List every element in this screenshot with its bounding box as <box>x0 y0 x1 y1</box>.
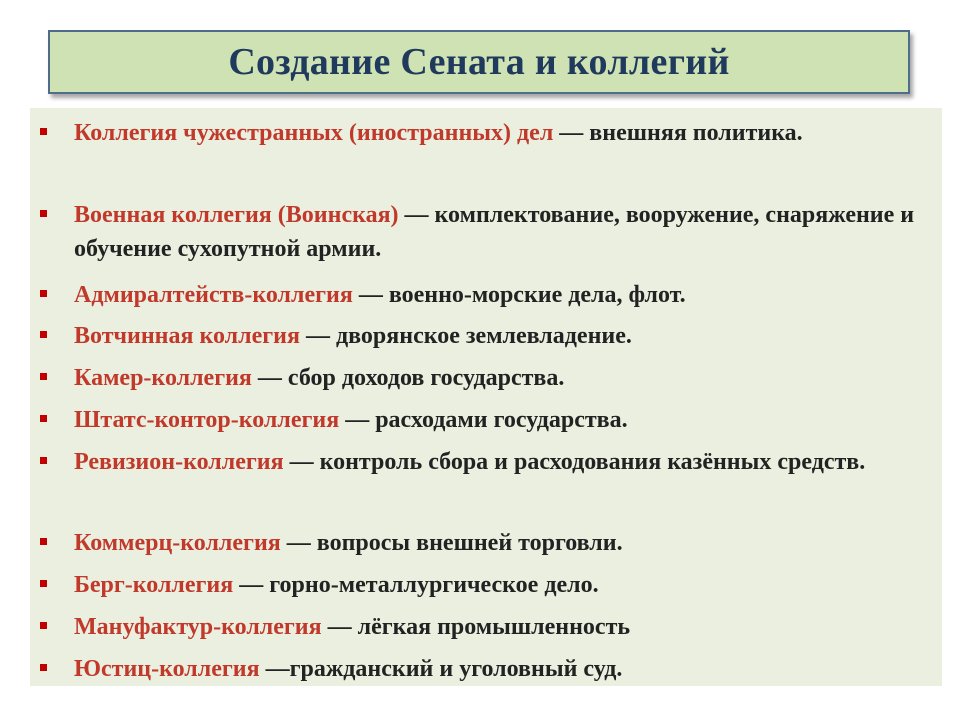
list-item <box>74 198 924 266</box>
collegium-name: Ревизион-коллегия <box>74 449 284 475</box>
collegium-name: Адмиралтейств-коллегия <box>74 282 353 308</box>
collegium-description: —гражданский и уголовный суд. <box>259 656 623 682</box>
bullet-icon <box>40 457 47 464</box>
content-box <box>30 108 942 686</box>
collegium-name: Коллегия чужестранных (иностранных) дел <box>74 120 554 146</box>
collegium-name: Коммерц-коллегия <box>74 530 281 556</box>
collegium-description: — контроль сбора и расходования казённых средств. <box>283 449 866 475</box>
list-item <box>74 403 924 437</box>
list-item <box>74 610 924 644</box>
collegium-name: Юстиц-коллегия <box>74 656 260 682</box>
list-item <box>74 568 924 602</box>
list-item <box>74 445 924 479</box>
list-item <box>74 652 924 686</box>
list-item <box>74 319 924 353</box>
collegium-name: Штатс-контор-коллегия <box>74 407 340 433</box>
collegium-description: — дворянское землевладение. <box>299 323 632 349</box>
collegium-name: Военная коллегия (Воинская) <box>74 202 399 228</box>
collegium-description: — внешняя политика. <box>553 120 803 146</box>
bullet-icon <box>40 664 47 671</box>
collegium-description: — горно-металлургическое дело. <box>233 572 599 598</box>
bullet-icon <box>40 373 47 380</box>
bullet-icon <box>40 128 47 135</box>
slide-title: Создание Сената и коллегий <box>228 41 730 83</box>
collegium-description: — расходами государства. <box>339 407 628 433</box>
collegium-name: Камер-коллегия <box>74 365 252 391</box>
bullet-icon <box>40 331 47 338</box>
collegium-name: Берг-коллегия <box>74 572 234 598</box>
title-box <box>48 30 910 94</box>
bullet-icon <box>40 290 47 297</box>
bullet-icon <box>40 210 47 217</box>
collegium-name: Мануфактур-коллегия <box>74 614 322 640</box>
collegium-description: — комплектование, вооружение, снаряжение и обучение сухопутной армии. <box>74 202 915 262</box>
collegium-name: Вотчинная коллегия <box>74 323 300 349</box>
list-item <box>74 526 924 560</box>
bullet-icon <box>40 538 47 545</box>
collegium-description: — вопросы внешней торговли. <box>280 530 623 556</box>
list-item <box>74 116 924 150</box>
collegium-description: — военно-морские дела, флот. <box>352 282 686 308</box>
list-item <box>74 361 924 395</box>
list-item <box>74 278 924 312</box>
bullet-icon <box>40 580 47 587</box>
collegium-description: — сбор доходов государства. <box>251 365 565 391</box>
bullet-icon <box>40 622 47 629</box>
bullet-icon <box>40 415 47 422</box>
collegium-description: — лёгкая промышленность <box>321 614 631 640</box>
